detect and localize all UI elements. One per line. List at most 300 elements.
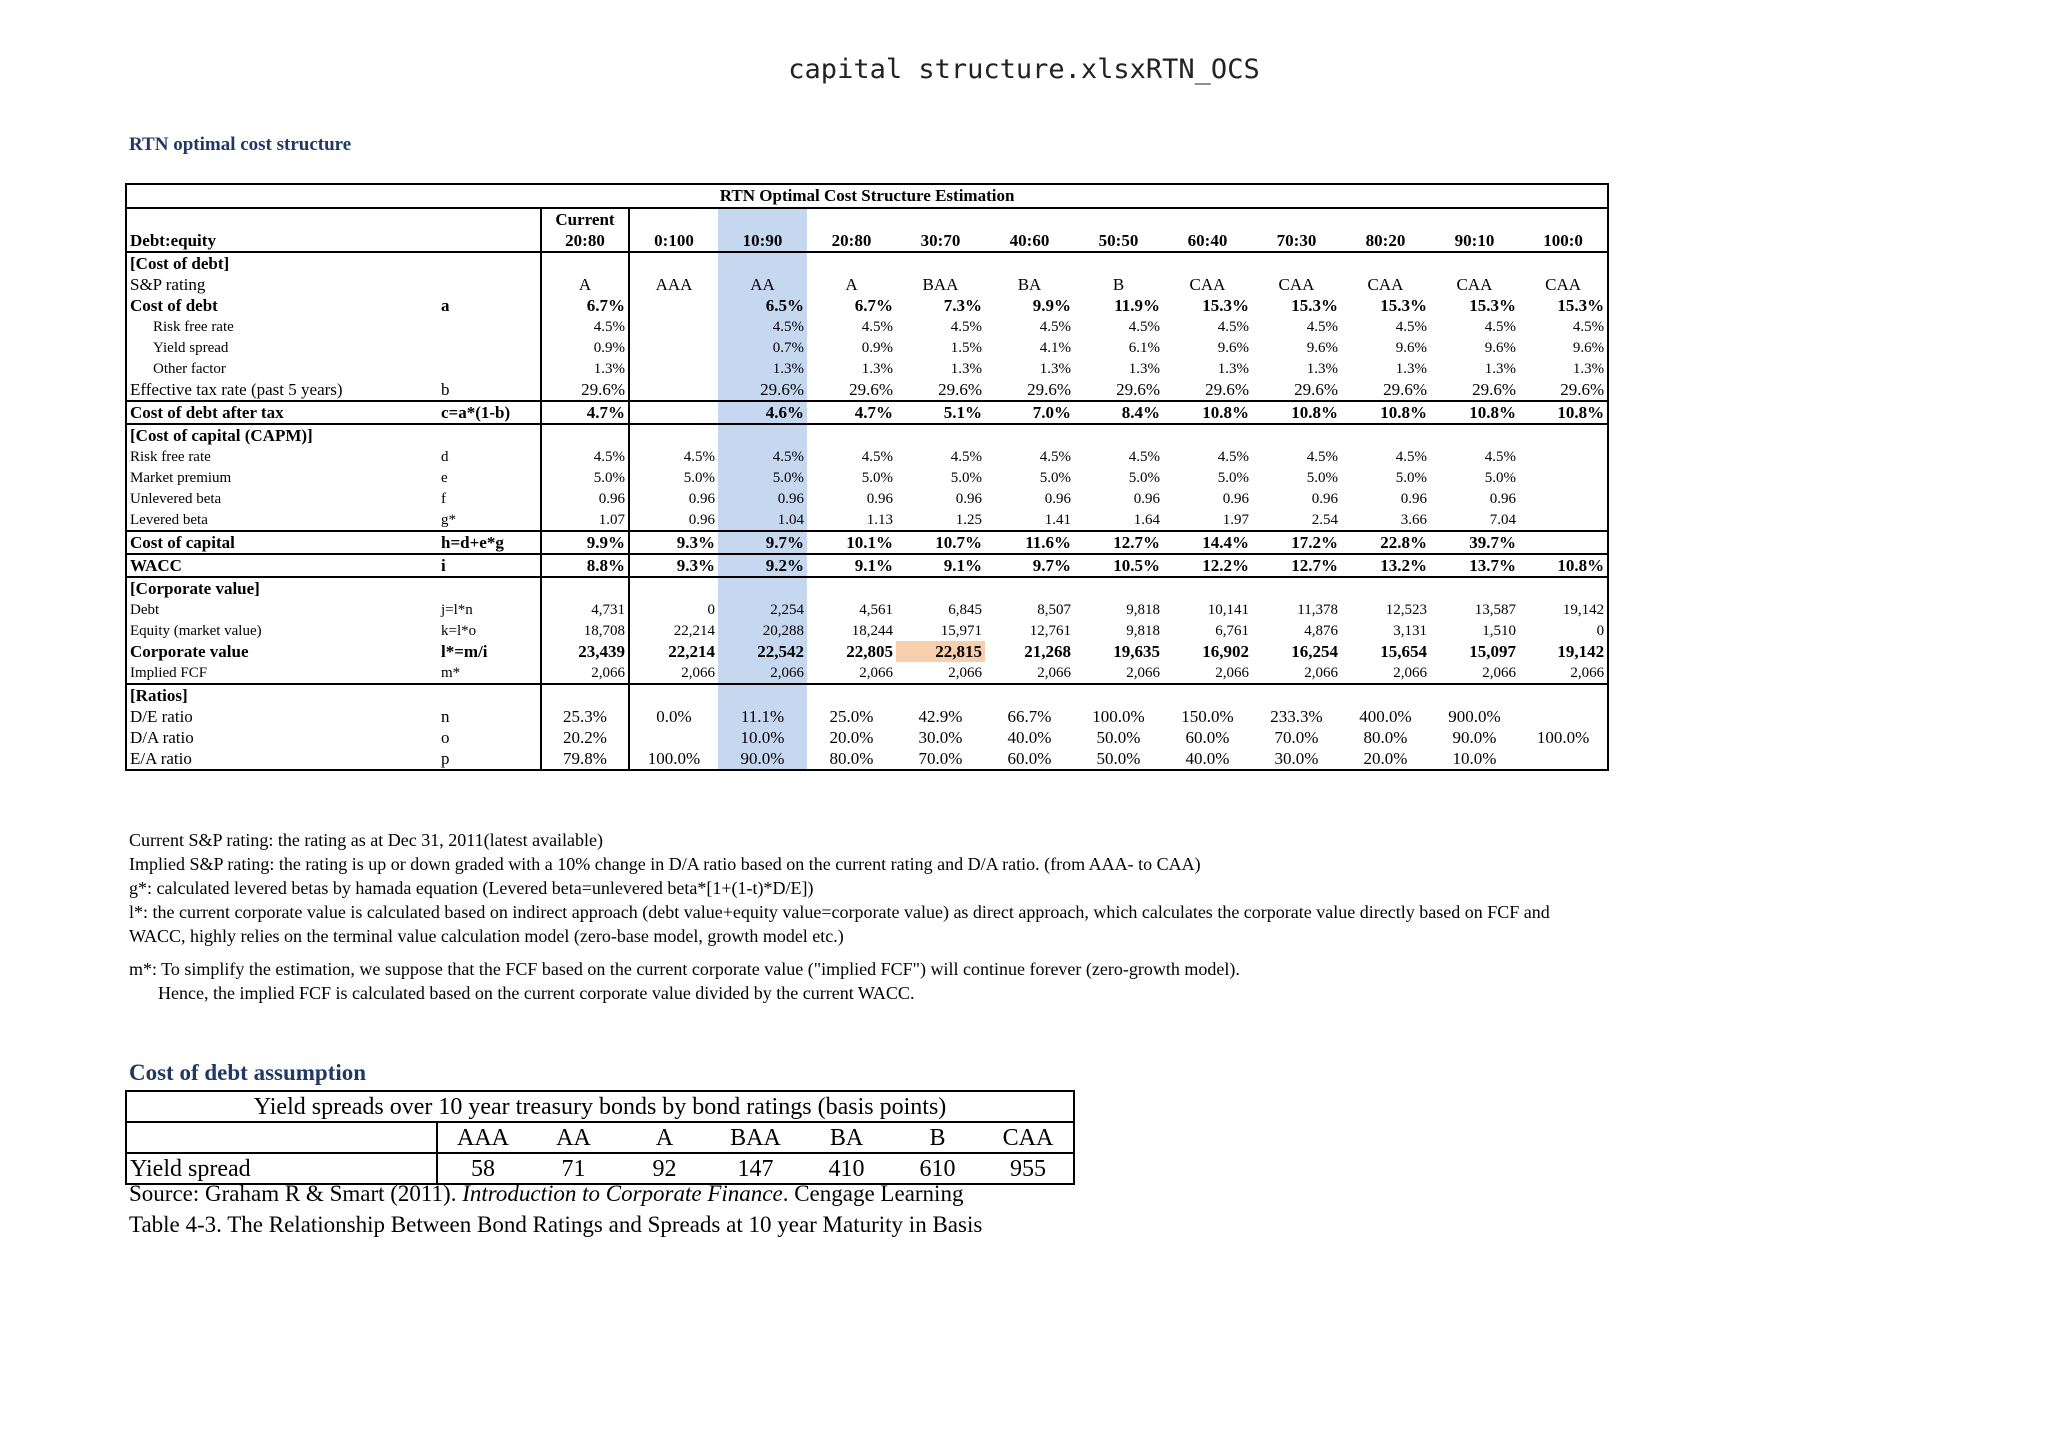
row-label: [Cost of debt] (126, 252, 438, 274)
table-cell: 9.9% (541, 531, 629, 554)
table-cell: 4.5% (1484, 448, 1516, 465)
spread-value: 410 (801, 1153, 892, 1184)
table-cell (629, 295, 718, 316)
note-current-rating: Current S&P rating: the rating as at Dec 31, 2011(latest available) (129, 830, 604, 850)
table-cell: 17.2% (1252, 531, 1341, 554)
table-cell: 4,731 (541, 599, 629, 620)
table-cell (1074, 424, 1163, 446)
table-cell: 0.96 (866, 490, 893, 507)
table-cell: 6,761 (1215, 622, 1249, 639)
table-cell: 15.3% (1380, 295, 1427, 315)
row-label: [Corporate value] (126, 577, 438, 599)
table-cell: 20.0% (1341, 748, 1430, 770)
yield-spread-table (125, 1090, 1075, 1185)
row-label: Market premium (126, 467, 438, 488)
table-row (126, 706, 1608, 727)
table-cell (1074, 684, 1163, 706)
table-cell: 90.0% (1452, 727, 1497, 747)
table-cell (1252, 684, 1341, 706)
table-cell: 0.96 (955, 490, 982, 507)
column-header: 20:80 (541, 230, 629, 252)
row-label: Corporate value (126, 641, 438, 662)
table-cell: 12.2% (1163, 554, 1252, 577)
table-cell: 4.5% (1217, 318, 1249, 335)
table-cell: 12,761 (1029, 622, 1071, 639)
table-cell: CAA (1519, 274, 1608, 295)
table-cell: 10.8% (1341, 401, 1430, 424)
row-formula: p (438, 748, 541, 770)
table-cell (1163, 684, 1252, 706)
rating-header: CAA (983, 1122, 1074, 1153)
table-cell: 0.0% (656, 706, 692, 726)
table-cell (1519, 446, 1608, 467)
row-label: [Ratios] (126, 684, 438, 706)
table-cell (541, 684, 629, 706)
table-cell (807, 577, 896, 599)
table-cell (1341, 252, 1430, 274)
table-cell: 4.5% (1484, 318, 1516, 335)
table-cell (718, 424, 807, 446)
row-label: D/E ratio (126, 706, 438, 727)
table-cell: 60.0% (1185, 727, 1230, 747)
table-cell: 9.7% (718, 531, 807, 554)
source-suffix: . Cengage Learning (782, 1181, 964, 1206)
table-cell: 29.6% (1472, 379, 1516, 399)
spread-value: 610 (892, 1153, 983, 1184)
table-cell: 11.1% (718, 706, 807, 727)
table-cell: 15,097 (1469, 641, 1516, 661)
row-label: E/A ratio (126, 748, 438, 770)
table-cell: 12,523 (1385, 601, 1427, 618)
table-cell: 4.5% (1217, 448, 1249, 465)
table-cell: 18,708 (541, 620, 629, 641)
table-cell: 5.1% (896, 401, 985, 424)
table-cell: 0.96 (718, 488, 807, 509)
table-cell: 1.04 (718, 509, 807, 531)
page-title: capital structure.xlsxRTN_OCS (788, 54, 1260, 85)
table-cell: 6.7% (854, 295, 893, 315)
table-cell: 8.8% (541, 554, 629, 577)
table-cell: 12.7% (1074, 531, 1163, 554)
table-cell: 15.3% (1291, 295, 1338, 315)
table-cell: 0.96 (1044, 490, 1071, 507)
row-label: Equity (market value) (126, 620, 438, 641)
table-cell (1519, 706, 1608, 727)
table-cell: 4.5% (718, 316, 807, 337)
row-label: Risk free rate (126, 316, 438, 337)
table-cell: 2,066 (681, 664, 715, 681)
table-cell: 5.0% (1128, 469, 1160, 486)
table-cell: CAA (1189, 274, 1226, 294)
spread-value: 71 (528, 1153, 619, 1184)
table-cell: 2,254 (718, 599, 807, 620)
table-cell: 3,131 (1393, 622, 1427, 639)
table-row (126, 446, 1608, 467)
row-formula (438, 337, 541, 358)
table-cell: 15,971 (940, 622, 982, 639)
table-cell: 1.3% (1217, 360, 1249, 377)
table-cell: 1.3% (1039, 360, 1071, 377)
table-row (126, 337, 1608, 358)
table-cell: 9.9% (1032, 295, 1071, 315)
row-label: Cost of debt (126, 295, 438, 316)
column-header: 10:90 (718, 230, 807, 252)
table-cell: 10.8% (1430, 401, 1519, 424)
table-cell: 20.2% (541, 727, 629, 748)
table-cell: 15.3% (1202, 295, 1249, 315)
row-label: Risk free rate (126, 446, 438, 467)
table-cell: 50.0% (1096, 727, 1141, 747)
table-cell: 10.8% (1252, 401, 1341, 424)
row-formula (438, 424, 541, 446)
row-formula: l*=m/i (441, 641, 488, 661)
table-cell: 30.0% (918, 727, 963, 747)
table-cell (896, 577, 985, 599)
table-cell: 9.1% (807, 554, 896, 577)
table-cell (629, 401, 718, 424)
table-cell: 4.5% (541, 316, 629, 337)
table-cell: 29.6% (718, 379, 807, 401)
table-cell: 70.0% (1274, 727, 1319, 747)
table-cell: 0 (707, 601, 715, 618)
table-cell: 22,214 (673, 622, 715, 639)
table-cell (1074, 252, 1163, 274)
table-cell: 4.5% (1128, 318, 1160, 335)
table-cell: 19,142 (1519, 599, 1608, 620)
source-book: Introduction to Corporate Finance (462, 1181, 783, 1206)
table-cell (1341, 684, 1430, 706)
row-formula: b (441, 379, 450, 399)
table-cell: 4,876 (1304, 622, 1338, 639)
source-line2: Table 4-3. The Relationship Between Bond Ratings and Spreads at 10 year Maturity in Basis (129, 1212, 983, 1237)
table-cell: 4.5% (1128, 448, 1160, 465)
column-header: 60:40 (1163, 230, 1252, 252)
table-cell: 2,066 (541, 662, 629, 684)
table-cell: 29.6% (849, 379, 893, 399)
table-cell (541, 424, 629, 446)
row-label: Effective tax rate (past 5 years) (126, 379, 438, 401)
table-cell: 13,587 (1474, 601, 1516, 618)
table-cell: 29.6% (1519, 379, 1608, 401)
table-cell: 4.5% (861, 448, 893, 465)
table-row (126, 577, 1608, 599)
row-formula: k=l*o (441, 622, 477, 639)
row-formula: d (441, 448, 449, 465)
table-cell: 2,066 (1519, 662, 1608, 684)
column-header: 90:10 (1430, 230, 1519, 252)
table-cell: 2.54 (1311, 511, 1338, 528)
table-row (126, 252, 1608, 274)
table-cell (1163, 252, 1252, 274)
table-cell: 4.5% (861, 318, 893, 335)
note-implied-fcf-hence: Hence, the implied FCF is calculated based on the current corporate value divided by the current WACC. (158, 983, 915, 1003)
table-cell: 6,845 (948, 601, 982, 618)
table-cell (896, 424, 985, 446)
spread-value: 955 (983, 1153, 1074, 1184)
table-cell: 1.41 (1044, 511, 1071, 528)
table-cell: 10,141 (1207, 601, 1249, 618)
table-cell: 4.5% (1395, 318, 1427, 335)
row-formula: o (441, 727, 450, 747)
table-cell: A (845, 274, 858, 294)
table-cell: 4.7% (807, 401, 896, 424)
table-cell: 23,439 (541, 641, 629, 662)
table-cell (1430, 684, 1519, 706)
header-formula-blank (438, 230, 541, 252)
row-label: Cost of debt after tax (126, 401, 438, 424)
table-cell: 29.6% (541, 379, 629, 401)
table-cell: 0.7% (718, 337, 807, 358)
table-cell: 29.6% (1205, 379, 1249, 399)
table-cell: 15.3% (1519, 295, 1608, 316)
row-label: WACC (126, 554, 438, 577)
table-cell: 6.5% (718, 295, 807, 316)
table-cell: 8,507 (1037, 601, 1071, 618)
table-cell: 10.8% (1519, 554, 1608, 577)
table-cell: 18,244 (851, 622, 893, 639)
table-cell: AA (718, 274, 807, 295)
table-cell: 0.9% (541, 337, 629, 358)
row-formula: f (441, 490, 446, 507)
table-cell (985, 684, 1074, 706)
table-cell: 29.6% (1027, 379, 1071, 399)
table-row (126, 316, 1608, 337)
table-cell: 7.3% (943, 295, 982, 315)
table-cell: 10.0% (718, 727, 807, 748)
section-title: RTN optimal cost structure (129, 134, 352, 155)
source-citation (129, 1178, 982, 1240)
table-cell: 2,066 (718, 662, 807, 684)
table-cell: 22.8% (1341, 531, 1430, 554)
table-cell: 1.3% (1306, 360, 1338, 377)
table-cell: 1.5% (950, 339, 982, 356)
table-cell: 5.0% (861, 469, 893, 486)
table-cell: 22,815 (896, 641, 985, 662)
table-cell: 11.6% (985, 531, 1074, 554)
table-cell: 0.96 (688, 490, 715, 507)
table-cell (1519, 531, 1608, 554)
table-cell: 1.3% (1519, 358, 1608, 379)
footnotes (129, 828, 1609, 1005)
table-cell: 2,066 (1393, 664, 1427, 681)
table-cell (1163, 424, 1252, 446)
header-debt-equity: Debt:equity (126, 230, 438, 252)
table-row (126, 662, 1608, 684)
table-cell: 5.0% (1395, 469, 1427, 486)
table-cell: BAA (922, 274, 959, 294)
table-cell (1519, 748, 1608, 770)
table-cell: 4.5% (1306, 318, 1338, 335)
table-cell: 2,066 (1215, 664, 1249, 681)
table-cell: CAA (1456, 274, 1493, 294)
table-cell: 9.2% (718, 554, 807, 577)
table-cell: 20.0% (829, 727, 874, 747)
table-cell (1519, 252, 1608, 274)
table-cell: 1.13 (866, 511, 893, 528)
column-header: 20:80 (807, 230, 896, 252)
table-cell (1430, 424, 1519, 446)
table-cell: 22,214 (668, 641, 715, 661)
table-cell: 80.0% (807, 748, 896, 770)
table-cell: B (1112, 274, 1125, 294)
table-cell (807, 252, 896, 274)
table-cell: 4.5% (1519, 316, 1608, 337)
table-cell: 7.0% (985, 401, 1074, 424)
spread-value: 147 (710, 1153, 801, 1184)
table-cell (1519, 488, 1608, 509)
spread-value: 92 (619, 1153, 710, 1184)
table-cell: 40.0% (1163, 748, 1252, 770)
table-cell (1430, 252, 1519, 274)
table-cell: 25.3% (541, 706, 629, 727)
table-cell (1519, 467, 1608, 488)
table-cell: 66.7% (1007, 706, 1052, 726)
table-cell: 2,066 (859, 664, 893, 681)
row-label: Levered beta (126, 509, 438, 531)
table-cell: 0.96 (688, 511, 715, 528)
table-cell: 0.96 (541, 488, 629, 509)
table-cell: 2,066 (1126, 664, 1160, 681)
table-cell: 1.3% (1128, 360, 1160, 377)
row-formula: e (441, 469, 448, 486)
table-cell: 5.0% (541, 467, 629, 488)
spread-row-label: Yield spread (126, 1153, 437, 1184)
table-cell: 5.0% (1306, 469, 1338, 486)
spread-label-blank (126, 1122, 437, 1153)
table-cell (1341, 424, 1430, 446)
row-formula (438, 274, 541, 295)
table-cell (541, 577, 629, 599)
table-cell: 2,066 (948, 664, 982, 681)
table-cell: 0.9% (861, 339, 893, 356)
table-cell: CAA (1367, 274, 1404, 294)
table-cell (718, 252, 807, 274)
table-cell: 80.0% (1363, 727, 1408, 747)
table-cell: 0.96 (1133, 490, 1160, 507)
table-cell: 4.5% (718, 446, 807, 467)
table-row (126, 684, 1608, 706)
column-header: 0:100 (629, 230, 718, 252)
table-cell (1252, 424, 1341, 446)
table-cell (1252, 252, 1341, 274)
table-cell: 10.0% (1430, 748, 1519, 770)
table-cell: 1.3% (718, 358, 807, 379)
table-cell: 70.0% (896, 748, 985, 770)
table-cell (629, 424, 718, 446)
table-cell: AAA (655, 274, 693, 294)
table-cell: 42.9% (918, 706, 963, 726)
table-row (126, 509, 1608, 531)
table-cell (807, 424, 896, 446)
table-cell: 100.0% (1092, 706, 1145, 726)
table-cell: 40.0% (1007, 727, 1052, 747)
table-row (126, 488, 1608, 509)
table-cell: 233.3% (1270, 706, 1323, 726)
table-cell (629, 379, 718, 401)
table-cell (896, 684, 985, 706)
table-cell: 14.4% (1163, 531, 1252, 554)
table-cell: 0.96 (1489, 490, 1516, 507)
table-cell: 4.5% (541, 446, 629, 467)
row-label: Unlevered beta (126, 488, 438, 509)
row-formula (438, 316, 541, 337)
table-cell: 4.6% (718, 401, 807, 424)
table-cell: 9.6% (1217, 339, 1249, 356)
table-cell: 5.0% (683, 469, 715, 486)
table-row (126, 599, 1608, 620)
row-label: S&P rating (126, 274, 438, 295)
table-cell: 6.1% (1128, 339, 1160, 356)
table-cell: 10.8% (1519, 401, 1608, 424)
table-cell: 1.07 (541, 509, 629, 531)
table-cell: 0.96 (1311, 490, 1338, 507)
table-cell: 16,254 (1291, 641, 1338, 661)
table-cell (1519, 424, 1608, 446)
table-cell: 4.5% (1306, 448, 1338, 465)
table-cell: 10.7% (896, 531, 985, 554)
table-cell (629, 577, 718, 599)
table-cell: 1.97 (1222, 511, 1249, 528)
spread-value: 58 (437, 1153, 528, 1184)
table-cell: 1.25 (955, 511, 982, 528)
table-cell: 7.04 (1489, 511, 1516, 528)
table-cell: 29.6% (1383, 379, 1427, 399)
row-formula: n (441, 706, 450, 726)
table-cell: 1.3% (1395, 360, 1427, 377)
table-row (126, 467, 1608, 488)
table-cell: 19,635 (1113, 641, 1160, 661)
table-cell (718, 684, 807, 706)
table-cell: 4.5% (950, 448, 982, 465)
table-row (126, 727, 1608, 748)
table-cell: 9.6% (1484, 339, 1516, 356)
row-label: D/A ratio (126, 727, 438, 748)
table-cell: 9.6% (1395, 339, 1427, 356)
rating-header: A (619, 1122, 710, 1153)
row-formula: g* (441, 511, 456, 528)
table-cell (1252, 577, 1341, 599)
table-cell: 150.0% (1181, 706, 1234, 726)
table-cell (1074, 577, 1163, 599)
table-cell: BA (1017, 274, 1042, 294)
table-cell: 8.4% (1074, 401, 1163, 424)
table-cell: 4.5% (1039, 448, 1071, 465)
table-cell: 100.0% (1519, 727, 1608, 748)
row-formula (438, 358, 541, 379)
table-row (126, 379, 1608, 401)
table-cell: 1.3% (1484, 360, 1516, 377)
row-label: Yield spread (126, 337, 438, 358)
table-cell (629, 337, 718, 358)
note-implied-rating: Implied S&P rating: the rating is up or down graded with a 10% change in D/A ratio based on the current rating and D/A ratio. (from AAA- to CAA) (129, 854, 1201, 874)
table-cell: 30.0% (1252, 748, 1341, 770)
table-cell: 4.7% (541, 401, 629, 424)
table-cell (629, 252, 718, 274)
table-cell: 9.3% (629, 531, 718, 554)
table-cell: 2,066 (1304, 664, 1338, 681)
row-label: Other factor (126, 358, 438, 379)
table-caption: RTN Optimal Cost Structure Estimation (126, 184, 1608, 208)
table-cell: 11,378 (1297, 601, 1338, 618)
table-cell: A (541, 274, 629, 295)
table-cell: 12.7% (1252, 554, 1341, 577)
table-cell: 4.5% (1039, 318, 1071, 335)
table-row (126, 401, 1608, 424)
table-cell: 50.0% (1074, 748, 1163, 770)
row-formula: a (441, 295, 450, 315)
column-header: 50:50 (1074, 230, 1163, 252)
table-cell: 5.0% (1039, 469, 1071, 486)
